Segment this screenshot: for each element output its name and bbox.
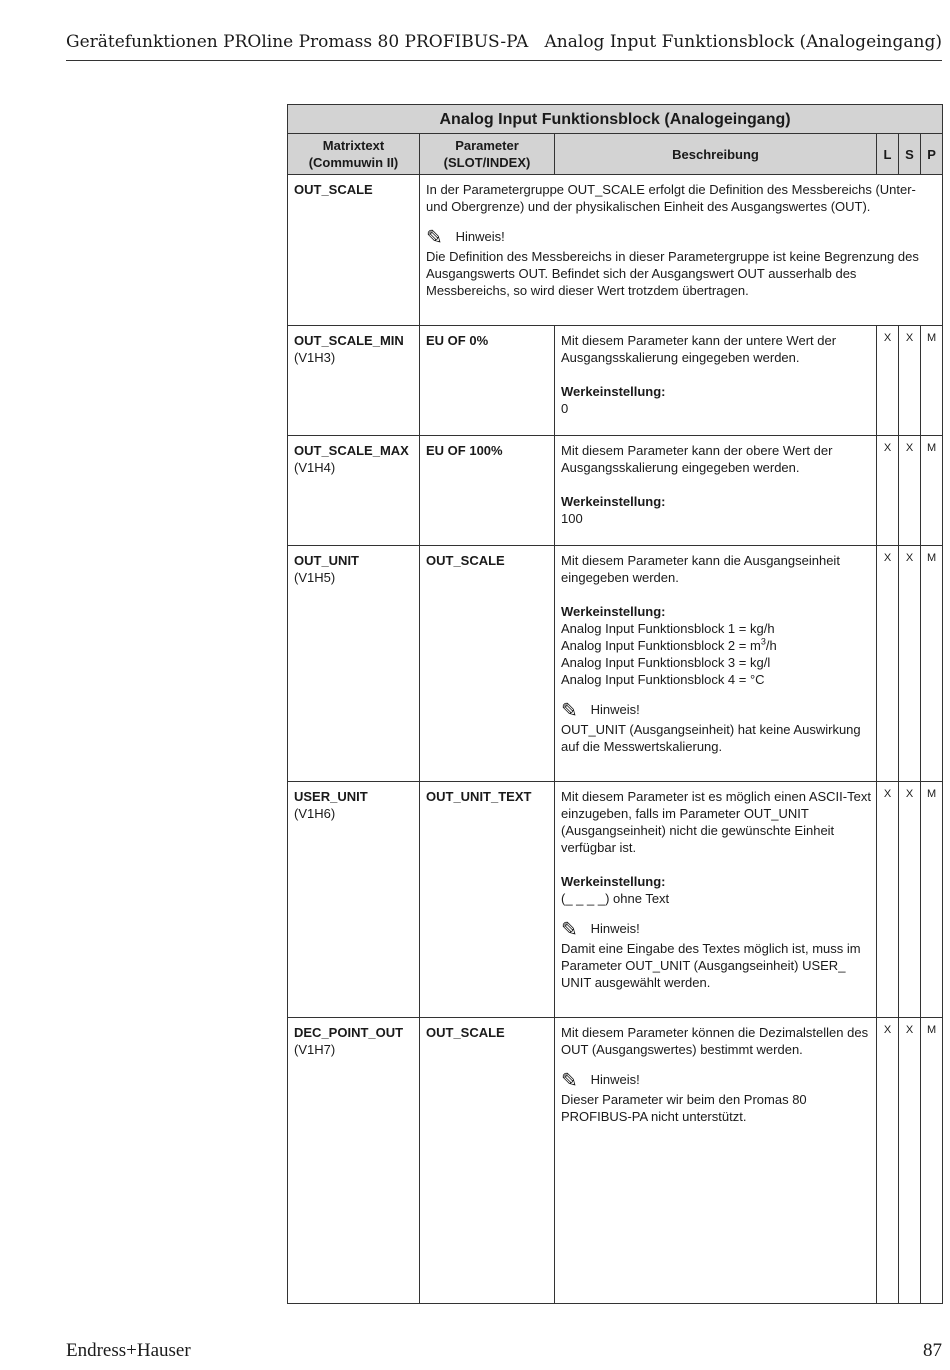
parameter-cell: OUT_SCALE [420,546,555,782]
p-cell: M [921,436,943,546]
l-cell: X [877,546,899,782]
hinweis-note: ✎ Hinweis! [561,919,640,941]
matrix-cell: OUT_SCALE_MIN (V1H3) [288,326,420,436]
description-cell: Mit diesem Parameter können die Dezimalstellen des OUT (Ausgangswertes) bestimmt werden. ✎ Hinweis! Dieser Parameter wir beim den Promas 80 PROFIBUS-PA nicht unterstützt. [555,1018,877,1304]
hinweis-note: ✎ Hinweis! [426,227,505,249]
intro-description: In der Parametergruppe OUT_SCALE erfolgt die Definition des Messbereichs (Unter- und Obergrenze) und der physikalischen Einheit des Ausgangswertes (OUT). ✎ Hinweis! Die Definition des Messbereichs in dieser Parametergruppe ist keine Begrenzung des Ausgangswerts OUT. Befindet sich der Ausgangswert OUT ausserhalb des Messbereichs, so wird dieser Wert trotzdem übertragen. [420,175,943,326]
header-right-title: Analog Input Funktionsblock (Analogeingang) [544,32,942,52]
table-row [288,546,943,782]
page-number: 87 [923,1340,942,1361]
s-cell: X [899,436,921,546]
parameter-cell: OUT_SCALE [420,1018,555,1304]
column-header-beschreibung: Beschreibung [555,134,877,175]
header-left-title: Gerätefunktionen PROline Promass 80 PROFIBUS-PA [66,32,529,52]
table-row [288,782,943,1018]
matrix-cell: DEC_POINT_OUT (V1H7) [288,1018,420,1304]
p-cell: M [921,1018,943,1304]
column-header-parameter: Parameter (SLOT/INDEX) [420,134,555,175]
hinweis-note: ✎ Hinweis! [561,700,640,722]
parameter-cell: EU OF 0% [420,326,555,436]
table-row [288,175,943,326]
table-row [288,326,943,436]
column-header-l: L [877,134,899,175]
hinweis-note: ✎ Hinweis! [561,1070,640,1092]
column-header-matrixtext: Matrixtext (Commuwin II) [288,134,420,175]
s-cell: X [899,326,921,436]
page-header [66,30,942,61]
s-cell: X [899,1018,921,1304]
l-cell: X [877,782,899,1018]
matrix-cell: OUT_SCALE_MAX (V1H4) [288,436,420,546]
analog-input-table [287,104,943,1304]
p-cell: M [921,782,943,1018]
pencil-icon: ✎ [561,1070,578,1092]
l-cell: X [877,1018,899,1304]
pencil-icon: ✎ [426,227,443,249]
parameter-cell: OUT_UNIT_TEXT [420,782,555,1018]
table-title: Analog Input Funktionsblock (Analogeingang) [288,105,943,134]
footer-brand: Endress+Hauser [66,1340,191,1361]
intro-name: OUT_SCALE [288,175,420,326]
s-cell: X [899,782,921,1018]
table-row [288,1018,943,1304]
p-cell: M [921,546,943,782]
p-cell: M [921,326,943,436]
l-cell: X [877,326,899,436]
l-cell: X [877,436,899,546]
description-cell: Mit diesem Parameter kann der obere Wert der Ausgangsskalierung eingegeben werden. Werkeinstellung: 100 [555,436,877,546]
matrix-cell: OUT_UNIT (V1H5) [288,546,420,782]
table-row [288,436,943,546]
parameter-cell: EU OF 100% [420,436,555,546]
description-cell: Mit diesem Parameter ist es möglich einen ASCII-Text einzugeben, falls im Parameter OUT_UNIT (Ausgangseinheit) nicht die gewünschte Einheit verfügbar ist. Werkeinstellung: (_ _ _ _) ohne Text ✎ Hinweis! Damit eine Eingabe des Textes möglich ist, muss im Parameter OUT_UNIT (Ausgangseinheit) USER_ UNIT ausgewählt werden. [555,782,877,1018]
matrix-cell: USER_UNIT (V1H6) [288,782,420,1018]
description-cell: Mit diesem Parameter kann die Ausgangseinheit eingegeben werden. Werkeinstellung: Analog Input Funktionsblock 1 = kg/h Analog Input Funktionsblock $2 = m^3/h$ Analog Input Funktionsblock 3 = kg/l Analog Input Funktionsblock 4 = °C ✎ Hinweis! OUT_UNIT (Ausgangseinheit) hat keine Auswirkung auf die Messwertskalierung. [555,546,877,782]
pencil-icon: ✎ [561,919,578,941]
description-cell: Mit diesem Parameter kann der untere Wert der Ausgangsskalierung eingegeben werden. Werkeinstellung: 0 [555,326,877,436]
column-header-s: S [899,134,921,175]
column-header-p: P [921,134,943,175]
pencil-icon: ✎ [561,700,578,722]
s-cell: X [899,546,921,782]
